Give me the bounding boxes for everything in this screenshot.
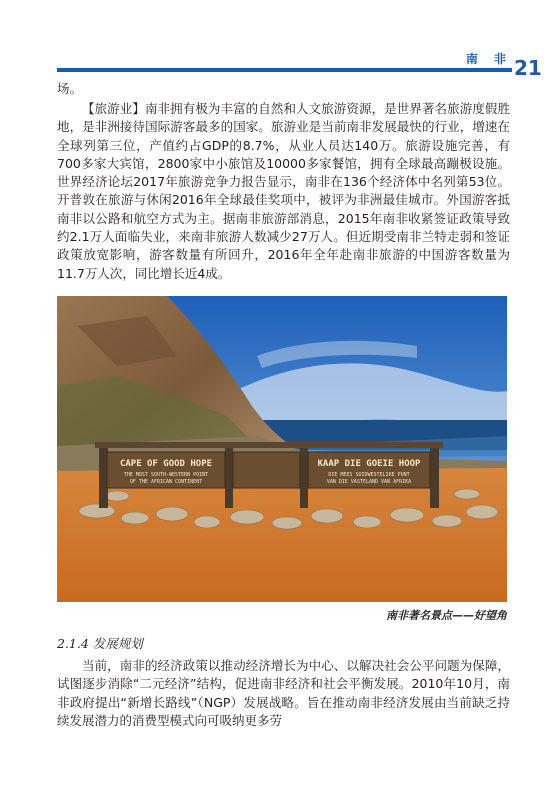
section-heading: 2.1.4 发展规划 [57, 636, 143, 651]
plan-paragraph: 当前，南非的经济政策以推动经济增长为中心、以解决社会公平问题为保障，试图逐步消除“二元经济”结构，促进南非经济和社会平衡发展。2010年10月，南非政府提出“新增长路线”（NGP）发展战略。旨在推动南非经济发展由当前缺乏持续发展潜力的消费型模式向可吸纳更多劳 [57, 658, 510, 728]
photo-caption: 南非著名景点——好望角 [386, 609, 507, 622]
tourism-section [57, 100, 510, 283]
sign-left-subtitle-2: OF THE AFRICAN CONTINENT [129, 479, 203, 485]
photo-illustration [57, 296, 507, 602]
sign-left-subtitle-1: THE MOST SOUTH-WESTERN POINT [123, 472, 209, 478]
tourism-paragraph: 【旅游业】南非拥有极为丰富的自然和人文旅游资源，是世界著名旅游度假胜地，是非洲接待国际游客最多的国家。旅游业是当前南非发展最快的行业，增速在全球列第三位，产值约占GDP的8.7%，从业人员达140万。旅游设施完善，有700多家大宾馆，2800家中小旅馆及10000多家餐馆，拥有全球最高蹦极设施。世界经济论坛2017年旅游竞争力报告显示，南非在136个经济体中名列第53位。开普敦在旅游与休闲2016年全球最佳奖项中，被评为非洲最佳城市。外国游客抵南非以公路和航空方式为主。据南非旅游部消息，2015年南非收紧签证政策导致约2.1万人面临失业，来南非旅游人数减少27万人。但近期受南非兰特走弱和签证政策放宽影响，游客数量有所回升，2016年全年赴南非旅游的中国游客数量为11.7万人次，同比增长近4成。 [57, 101, 510, 281]
running-header-title: 南 非 [465, 52, 512, 66]
sign-right-subtitle-1: DIE MEES SUIDWESTELIKE PUNT [328, 472, 410, 478]
continued-line: 场。 [57, 81, 83, 96]
sign-right-subtitle-2: VAN DIE VASTELAND VAN AFRIKA [326, 479, 412, 485]
plan-section [57, 657, 510, 730]
continued-text [57, 80, 510, 98]
page-number: 21 [514, 56, 542, 80]
header-rule [57, 68, 512, 72]
sign-right-title: KAAP DIE GOEIE HOOP [317, 459, 421, 469]
sign-left-title: CAPE OF GOOD HOPE [119, 459, 213, 469]
cape-of-good-hope-photo [57, 296, 507, 602]
